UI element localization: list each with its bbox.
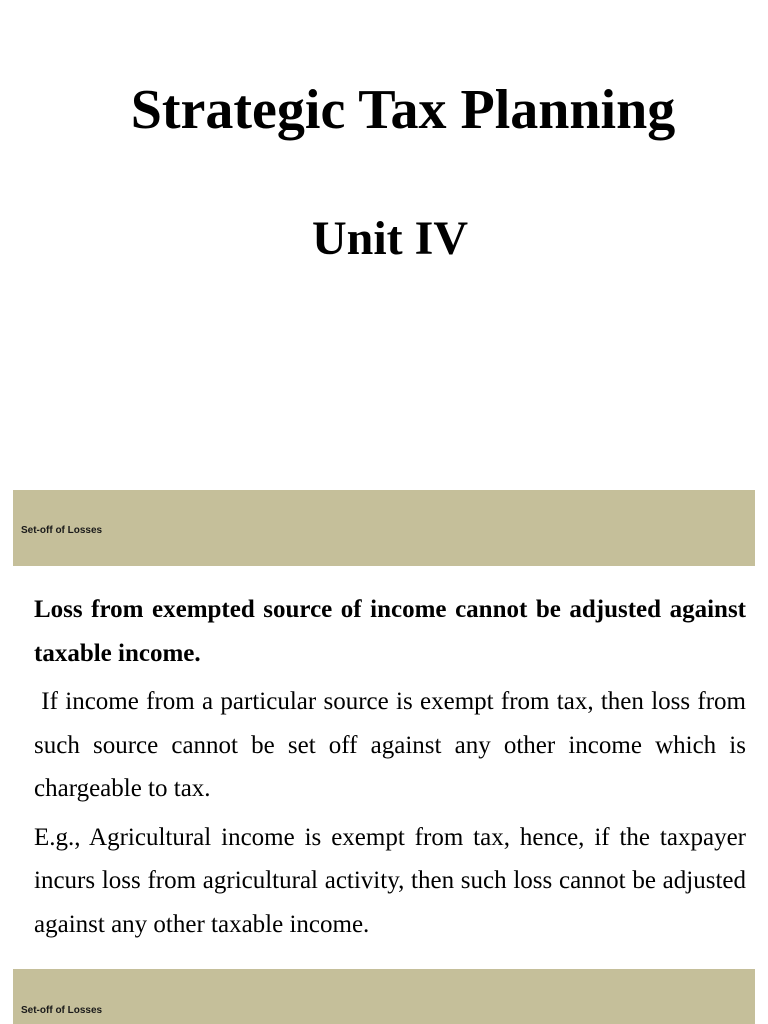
section-banner: [13, 490, 755, 566]
body-paragraph: If income from a particular source is exempt from tax, then loss from such source cannot be set off against any other income which is chargeable to tax.: [34, 688, 753, 802]
lead-statement: Loss from exempted source of income cannot be adjusted against taxable income.: [34, 596, 746, 667]
page-title: Strategic Tax Planning: [130, 79, 676, 141]
section-banner-label: Set-off of Losses: [21, 1005, 103, 1016]
section-banner: [13, 969, 755, 1024]
example-paragraph: E.g., Agricultural income is exempt from tax, hence, if the taxpayer incurs loss from agricultural activity, then such loss cannot be adjusted against any other taxable income.: [34, 823, 746, 938]
slide-content: [34, 588, 753, 951]
section-banner-label: Set-off of Losses: [21, 525, 103, 536]
unit-subtitle: Unit IV: [311, 212, 469, 265]
